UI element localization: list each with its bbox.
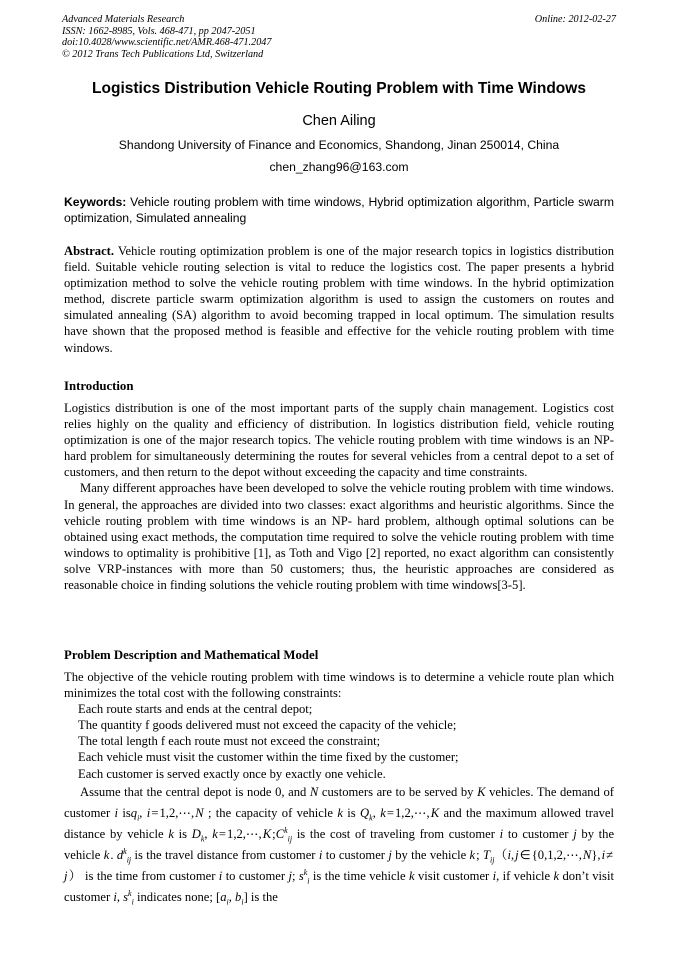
author-email: chen_zhang96@163.com [269, 160, 409, 174]
copyright-line: © 2012 Trans Tech Publications Ltd, Switzerland [62, 48, 264, 60]
constraint-item: Each vehicle must visit the customer within the time fixed by the customer; [78, 750, 459, 765]
abstract-text: Vehicle routing optimization problem is one of the major research topics in logistics distribution field. Suitable vehicle routing selection is vital to reduce the logistics cost. The paper presents a hybrid optimization method to solve the vehicle routing problem with time windows. In the hybrid optimization method, discrete particle swarm optimization algorithm is used to assign the customers on routes and simulated annealing (SA) algorithm to avoid becoming trapped in local optimum. The simulation results have shown that the proposed method is feasible and effective for the vehicle routing problem with time windows. [64, 244, 614, 355]
journal-name: Advanced Materials Research [62, 14, 185, 25]
author-name: Chen Ailing [302, 113, 376, 129]
paragraph: Logistics distribution is one of the most important parts of the supply chain management. Logistics cost relies highly on the quality and efficiency of distribution. In logistics distribution field, vehicle routing optimization is one of the major research topics. The vehicle routing problem with time windows is an NP-hard problem for simultaneously determining the routes for several vehicles from a central depot to a set of customers, and then return to the depot without exceeding the capacity and time constraints. [64, 401, 614, 480]
paper-title: Logistics Distribution Vehicle Routing Problem with Time Windows [92, 80, 586, 97]
paragraph: Many different approaches have been developed to solve the vehicle routing problem with time windows. In general, the approaches are divided into two classes: exact algorithms and heuristic algorithms. Since the vehicle routing problem with time windows is an NP- hard problem, although optimal solutions can be obtained using exact methods, the computation time required to solve the vehicle routing problem with time windows to optimality is prohibitive [1], as Toth and Vigo [2] reported, no exact algorithm can consistently solve VRP-instances with more than 50 customers; thus, the heuristic approaches are considered as reasonable choice in finding solutions the vehicle routing problem with time windows[3-5]. [64, 481, 614, 593]
issn-line: ISSN: 1662-8985, Vols. 468-471, pp 2047-2051 [62, 25, 256, 37]
affiliation: Shandong University of Finance and Economics, Shandong, Jinan 250014, China [118, 138, 560, 152]
keywords-label: Keywords: [64, 195, 127, 209]
section-heading-model: Problem Description and Mathematical Model [64, 648, 319, 662]
constraint-item: The total length f each route must not exceed the constraint; [78, 734, 381, 749]
doi-line: doi:10.4028/www.scientific.net/AMR.468-471.2047 [62, 37, 272, 49]
paragraph-assumptions: Assume that the central depot is node 0, and N customers are to be served by K vehicles. The demand of customer i isq$_i$, i = 1,2,⋯, N ; the capacity of vehicle k is $Q_k$, k = 1,2,⋯, K and the maximum allowed travel distance by vehicle k is $D_k$, k = 1,2,⋯, K $;C^k_{ij}$ is the cost of traveling from customer i to customer j by the vehicle k . $d^k_{ij}$ is the travel distance from customer i to customer j by the vehicle k ; $T_{ij}(i$, j ∈ {0,1,2,⋯, N}, i ≠ j ） is the time from customer i to customer j; $s^k_i$ is the time vehicle k visit customer i, if vehicle k don’t visit customer i, $s^k_i$ indicates none; [$a_i$, $b_i$] is the [64, 784, 615, 907]
keywords-text: Vehicle routing problem with time windows, Hybrid optimization algorithm, Particle swarm optimization, Simulated annealing [64, 195, 615, 225]
paragraph: The objective of the vehicle routing problem with time windows is to determine a vehicle route plan which minimizes the total cost with the following constraints: [64, 670, 614, 701]
model-body [64, 669, 614, 908]
section-heading-introduction: Introduction [64, 379, 134, 393]
constraint-item: Each route starts and ends at the central depot; [78, 702, 313, 717]
abstract [64, 243, 614, 356]
constraint-item: The quantity f goods delivered must not exceed the capacity of the vehicle; [78, 718, 457, 733]
keywords [64, 194, 614, 226]
journal-header [62, 14, 616, 60]
online-date: Online: 2012-02-27 [534, 14, 616, 25]
abstract-label: Abstract. [64, 244, 115, 258]
constraint-item: Each customer is served exactly once by exactly one vehicle. [78, 766, 386, 781]
introduction-body [64, 400, 614, 593]
